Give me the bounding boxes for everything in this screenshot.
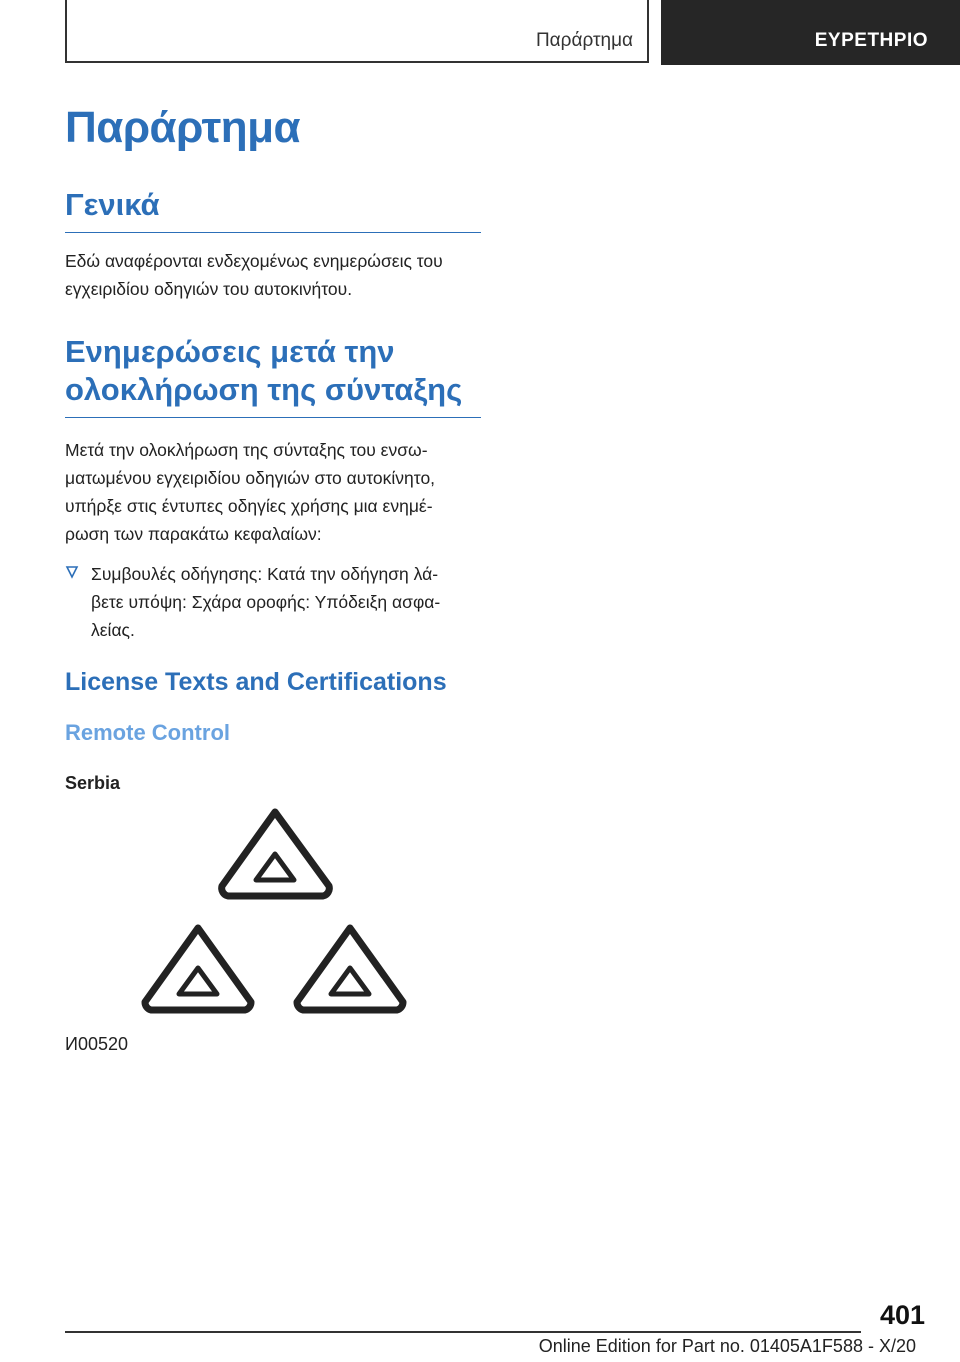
section-tab[interactable] — [65, 0, 649, 63]
general-heading: Γενικά — [65, 186, 481, 233]
certification-code: И00520 — [65, 1034, 128, 1054]
country-label: Serbia — [65, 773, 121, 793]
license-heading: License Texts and Certifications — [65, 668, 447, 696]
updates-heading — [65, 333, 481, 418]
main-content — [65, 96, 481, 796]
updates-heading-line2: ολοκλήρωση της σύνταξης — [65, 372, 463, 407]
list-item — [65, 560, 481, 644]
index-tab[interactable] — [661, 0, 960, 65]
footer-edition: Online Edition for Part no. 01405A1F588 - X/20 — [538, 1336, 916, 1356]
updates-heading-line1: Ενημερώσεις μετά την — [65, 334, 395, 369]
page-title: Παράρτημα — [65, 103, 301, 152]
section-tab-label: Παράρτημα — [535, 30, 633, 51]
bullet-line1: Συμβουλές οδήγησης: Κατά την οδήγηση λά- — [91, 564, 439, 584]
bullet-line2: βετε υπόψη: Σχάρα οροφής: Υπόδειξη ασφα- — [91, 592, 441, 612]
footer-divider — [65, 1331, 861, 1333]
triangle-bullet-icon — [65, 565, 79, 579]
updates-text — [65, 436, 481, 548]
serbian-certification-mark-icon — [140, 800, 408, 1022]
page-number: 401 — [879, 1300, 925, 1330]
page-header — [0, 0, 960, 66]
remote-control-heading: Remote Control — [65, 720, 230, 745]
updates-text-line3: υπήρξε στις έντυπες οδηγίες χρήσης μια ενημέ- — [65, 496, 433, 516]
bullet-line3: λείας. — [91, 620, 135, 640]
updates-text-line2: ματωμένου εγχειριδίου οδηγιών στο αυτοκίνητο, — [65, 468, 436, 488]
general-text: Εδώ αναφέρονται ενδεχομένως ενημερώσεις του εγχειριδίου οδηγιών του αυτοκινήτου. — [65, 251, 443, 299]
updates-text-line1: Μετά την ολοκλήρωση της σύνταξης του ενσω- — [65, 440, 428, 460]
updates-text-line4: ρωση των παρακάτω κεφαλαίων: — [65, 524, 322, 544]
index-tab-label: ΕΥΡΕΤΗΡΙΟ — [814, 30, 928, 51]
